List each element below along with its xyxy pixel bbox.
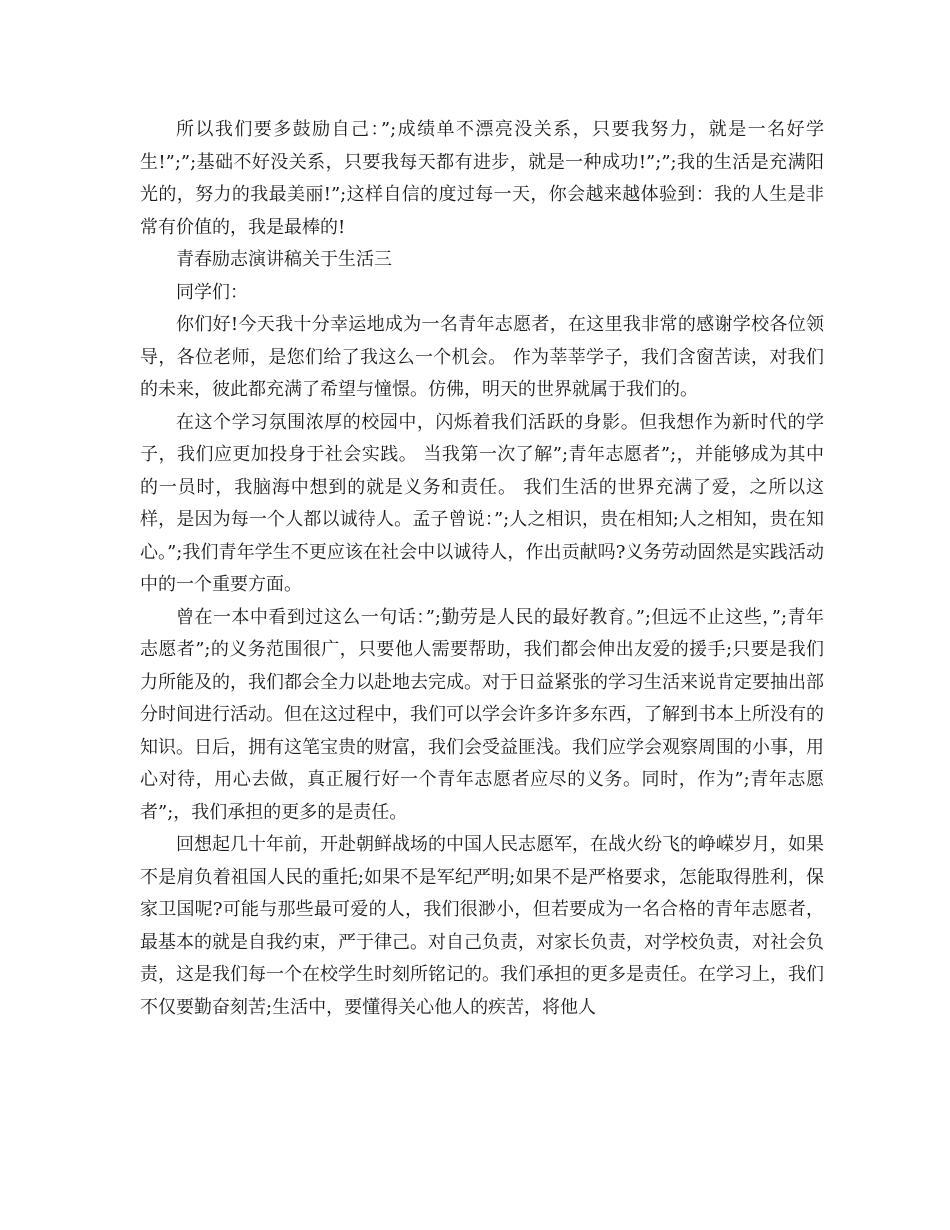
document-body bbox=[140, 114, 824, 1024]
salutation: 同学们： bbox=[176, 281, 248, 303]
paragraph-encouragement: 所以我们要多鼓励自己：”;成绩单不漂亮没关系，只要我努力，就是一名好学生!”;”;基础不好没关系，只要我每天都有进步，就是一种成功!”;”;我的生活是充满阳光的，努力的我最美丽!”;这样自信的度过每一天，你会越来越体验到：我的人生是非常有价值的，我是最棒的! bbox=[140, 119, 824, 238]
paragraph-history: 回想起几十年前，开赴朝鲜战场的中国人民志愿军，在战火纷飞的峥嵘岁月，如果不是肩负着祖国人民的重托;如果不是军纪严明;如果不是严格要求，怎能取得胜利，保家卫国呢?可能与那些最可爱的人，我们很渺小，但若要成为一名合格的青年志愿者，最基本的就是自我约束，严于律己。对自己负责，对家长负责，对学校负责，对社会负责，这是我们每一个在校学生时刻所铭记的。我们承担的更多是责任。在学习上，我们不仅要勤奋刻苦;生活中，要懂得关心他人的疾苦，将他人 bbox=[140, 834, 824, 1018]
paragraph-volunteer-duty: 曾在一本中看到过这么一句话：”;勤劳是人民的最好教育。”;但远不止这些，”;青年志愿者”;的义务范围很广，只要他人需要帮助，我们都会伸出友爱的援手;只要是我们力所能及的，我们都会全力以赴地去完成。对于日益紧张的学习生活来说肯定要抽出部分时间进行活动。但在这过程中，我们可以学会许多许多东西，了解到书本上所没有的知识。日后，拥有这笔宝贵的财富，我们会受益匪浅。我们应学会观察周围的小事，用心对待，用心去做，真正履行好一个青年志愿者应尽的义务。同时，作为”;青年志愿者”;，我们承担的更多的是责任。 bbox=[140, 606, 824, 823]
paragraph-greeting: 你们好!今天我十分幸运地成为一名青年志愿者，在这里我非常的感谢学校各位领导，各位老师，是您们给了我这么一个机会。 作为莘莘学子，我们含窗苦读，对我们的未来，彼此都充满了希望与憧憬。仿佛，明天的世界就属于我们的。 bbox=[140, 314, 824, 400]
paragraph-campus: 在这个学习氛围浓厚的校园中，闪烁着我们活跃的身影。但我想作为新时代的学子，我们应更加投身于社会实践。 当我第一次了解”;青年志愿者”;，并能够成为其中的一员时，我脑海中想到的就是义务和责任。 我们生活的世界充满了爱，之所以这样，是因为每一个人都以诚待人。孟子曾说：”;人之相识，贵在相知;人之相知，贵在知心。”;我们青年学生不更应该在社会中以诚待人，作出贡献吗?义务劳动固然是实践活动中的一个重要方面。 bbox=[140, 411, 824, 595]
section-title: 青春励志演讲稿关于生活三 bbox=[176, 249, 392, 270]
